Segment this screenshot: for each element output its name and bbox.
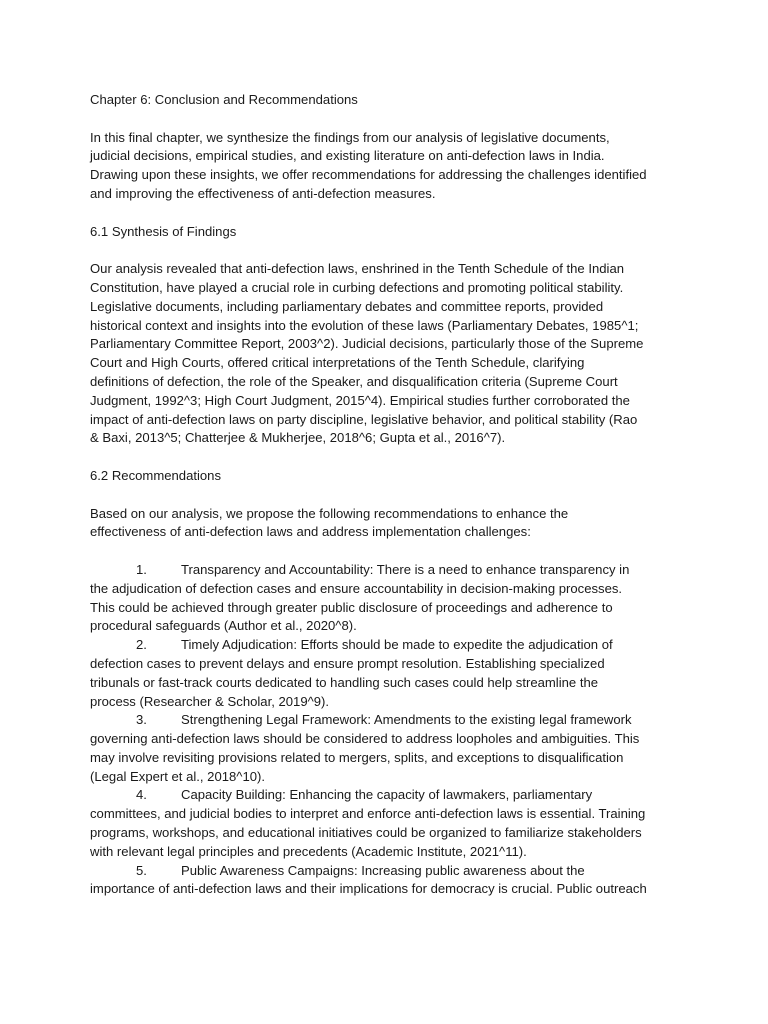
recommendations-intro-paragraph: Based on our analysis, we propose the following recommendations to enhance the effectiveness of anti-defection laws and address implementation challenges: [90, 505, 569, 540]
recommendation-item [90, 862, 688, 900]
recommendation-text: Capacity Building: Enhancing the capacity of lawmakers, parliamentary committees, and judicial bodies to interpret and enforce anti-defection laws is essential. Training programs, workshops, and educational initiatives could be organized to familiarize stakeholders with relevant legal principles and precedents (Academic Institute, 2021^11). [90, 787, 646, 859]
recommendation-item [90, 786, 688, 861]
recommendation-text: Transparency and Accountability: There is a need to enhance transparency in the adjudication of defection cases and ensure accountability in decision-making processes. This could be achieved through greater public disclosure of proceedings and adherence to procedural safeguards (Author et al., 2020^8). [90, 561, 630, 634]
recommendation-text: Timely Adjudication: Efforts should be made to expedite the adjudication of defection cases to prevent delays and ensure prompt resolution. Establishing specialized tribunals or fast-track courts dedicated to handling such cases could help streamline the process (Researcher & Scholar, 2019^9). [90, 637, 613, 709]
recommendation-number: 3. [136, 712, 147, 728]
recommendation-number: 4. [136, 787, 147, 803]
recommendation-item [90, 711, 688, 786]
recommendation-number: 1. [136, 561, 147, 577]
recommendation-text: Public Awareness Campaigns: Increasing public awareness about the importance of anti-defection laws and their implications for democracy is crucial. Public outreach [90, 862, 647, 897]
chapter-title: Chapter 6: Conclusion and Recommendations [90, 92, 358, 107]
document-page [90, 91, 688, 899]
section-heading-recommendations: 6.2 Recommendations [90, 467, 222, 483]
synthesis-paragraph: Our analysis revealed that anti-defection laws, enshrined in the Tenth Schedule of the Indian Constitution, have played a crucial role in curbing defections and promoting political stability. Legislative documents, including parliamentary debates and committee reports, provided historical context and insights into the evolution of these laws (Parliamentary Debates, 1985^1; Parliamentary Committee Report, 2003^2). Judicial decisions, particularly those of the Supreme Court and High Courts, offered critical interpretations of the Tenth Schedule, clarifying definitions of defection, the role of the Speaker, and disqualification criteria (Supreme Court Judgment, 1992^3; High Court Judgment, 2015^4). Empirical studies further corroborated the impact of anti-defection laws on party discipline, legislative behavior, and political stability (Rao & Baxi, 2013^5; Chatterjee & Mukherjee, 2018^6; Gupta et al., 2016^7). [90, 261, 644, 446]
section-heading-synthesis: 6.1 Synthesis of Findings [90, 223, 237, 239]
chapter-intro-paragraph: In this final chapter, we synthesize the findings from our analysis of legislative documents, judicial decisions, empirical studies, and existing literature on anti-defection laws in India. Drawing upon these insights, we offer recommendations for addressing the challenges identified and improving the effectiveness of anti-defection measures. [90, 129, 647, 201]
recommendation-text: Strengthening Legal Framework: Amendments to the existing legal framework governing anti-defection laws should be considered to address loopholes and ambiguities. This may involve revisiting provisions related to mergers, splits, and exceptions to disqualification (Legal Expert et al., 2018^10). [90, 712, 640, 784]
recommendation-item [90, 636, 688, 711]
recommendation-number: 5. [136, 862, 147, 878]
recommendation-number: 2. [136, 637, 147, 653]
recommendation-item [90, 561, 688, 636]
recommendations-list [90, 561, 688, 899]
